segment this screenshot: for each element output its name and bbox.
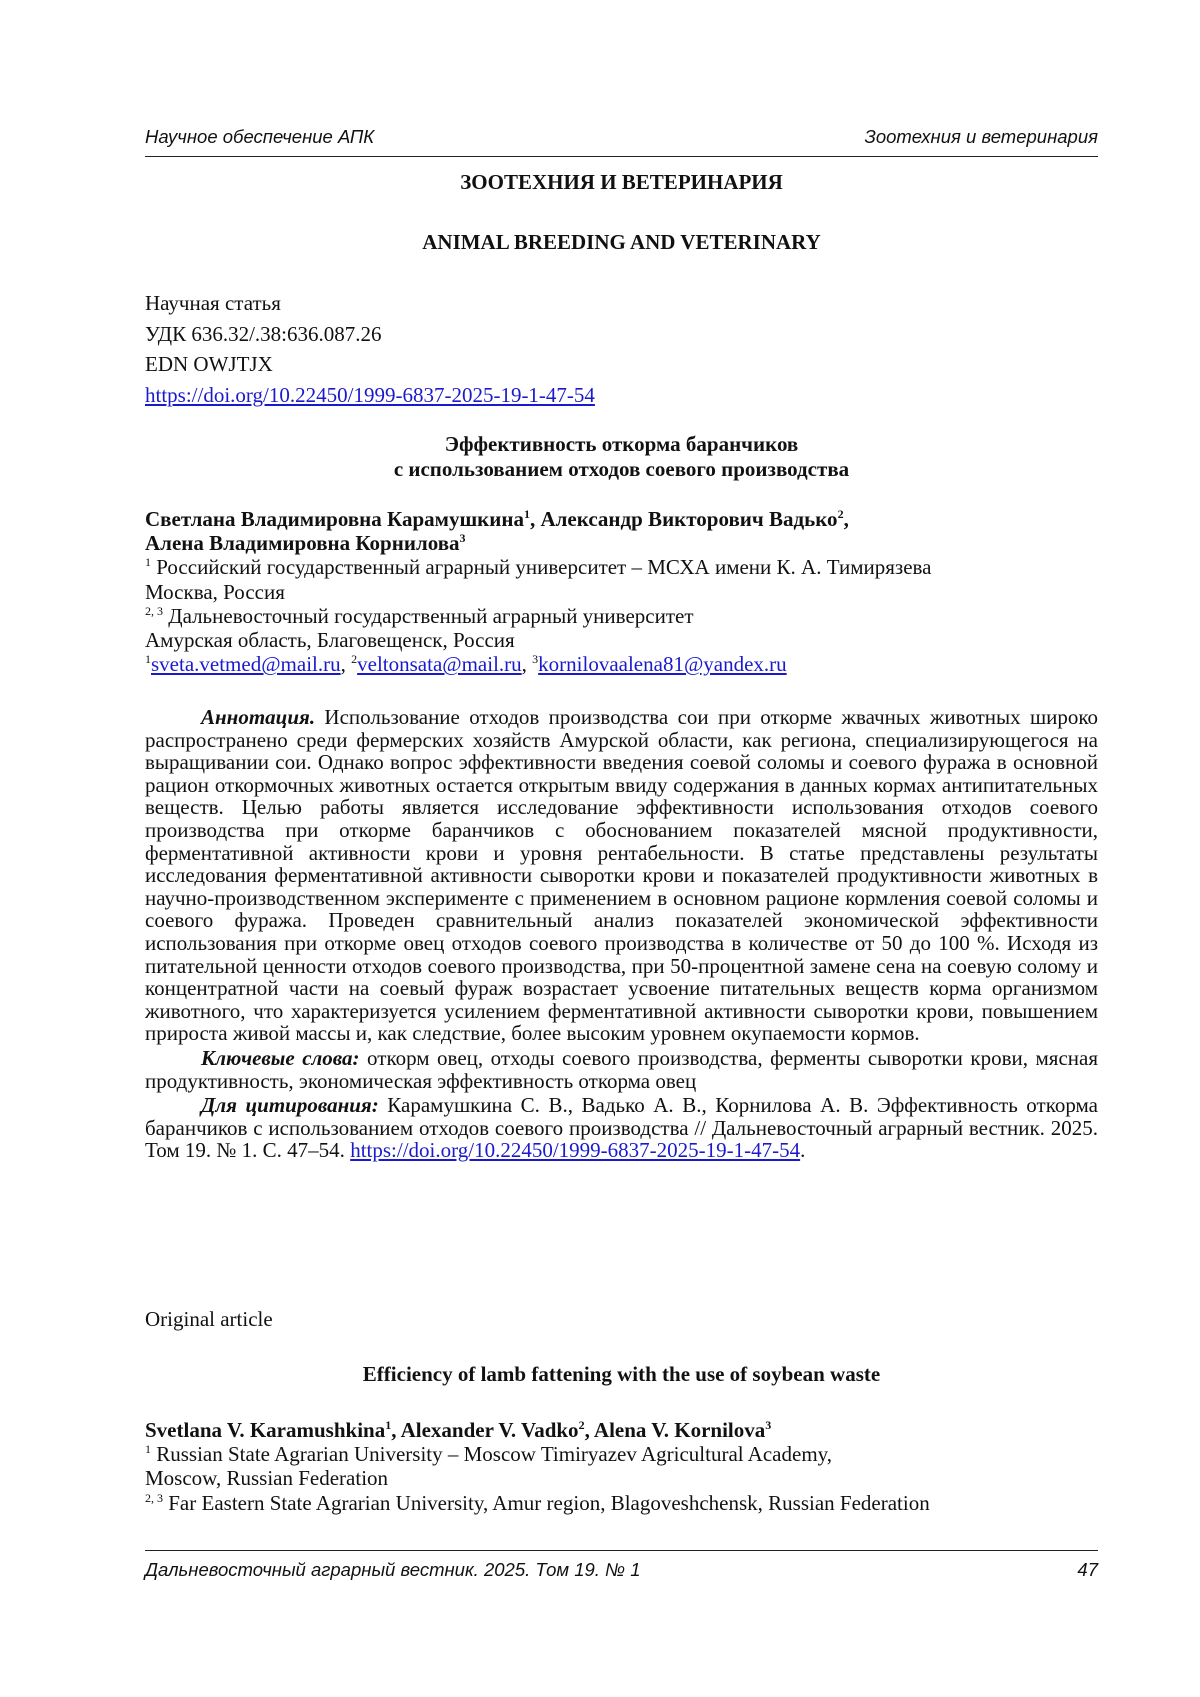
affiliation-1-city: Москва, Россия: [145, 579, 285, 604]
citation-label: Для цитирования:: [201, 1093, 379, 1118]
page-number: 47: [1077, 1559, 1098, 1580]
author-en-1-name: Svetlana V. Karamushkina: [145, 1418, 386, 1442]
affiliation-1: $^1$ Российский государственный аграрный университет – МСХА имени К. А. Тимирязева: [145, 555, 932, 580]
doi-link[interactable]: https://doi.org/10.22450/1999-6837-2025-19-1-47-54: [145, 382, 595, 407]
email-2-link[interactable]: veltonsata@mail.ru: [357, 652, 522, 677]
emails-line: $^1$sveta.vetmed@mail.ru, $^2$veltonsata@mail.ru, $^3$kornilovaalena81@yandex.ru: [145, 652, 787, 677]
footer-journal: Дальневосточный аграрный вестник. 2025. Том 19. № 1: [145, 1559, 641, 1580]
article-title-en: Efficiency of lamb fattening with the use of soybean waste: [362, 1362, 881, 1386]
author-en-2-name: Alexander V. Vadko: [400, 1418, 579, 1442]
article-title-ru-line2: с использованием отходов соевого производства: [393, 457, 850, 481]
authors-line1: Светлана Владимировна Карамушкина$^1$, Александр Викторович Вадько$^2$,: [145, 507, 849, 531]
udc-code: УДК 636.32/.38:636.087.26: [145, 321, 382, 346]
affiliation-2: $^{2, 3}$ Дальневосточный государственный аграрный университет: [145, 603, 694, 628]
author-en-3-name: Alena V. Kornilova: [593, 1418, 766, 1442]
email-1-link[interactable]: sveta.vetmed@mail.ru: [151, 652, 341, 677]
authors-block-en: [145, 1418, 1098, 1515]
article-meta: [145, 288, 595, 410]
author-3-name: Алена Владимировна Корнилова: [145, 531, 460, 556]
citation-doi-link[interactable]: https://doi.org/10.22450/1999-6837-2025-19-1-47-54: [350, 1138, 801, 1163]
article-title-ru-line1: Эффективность откорма баранчиков: [444, 432, 799, 456]
authors-en-line: Svetlana V. Karamushkina$^1$, Alexander V. Vadko$^2$, Alena V. Kornilova$^3$: [145, 1418, 772, 1442]
abstract-label: Аннотация.: [201, 705, 316, 729]
edn-code: EDN OWJTJX: [145, 352, 273, 376]
running-header-right: Зоотехния и ветеринария: [864, 126, 1098, 147]
page-footer: [145, 1550, 1098, 1581]
keywords-label: Ключевые слова:: [201, 1045, 360, 1070]
keywords-paragraph: [145, 1047, 1098, 1092]
author-1-name: Светлана Владимировна Карамушкина: [145, 507, 524, 531]
abstract-paragraph: [145, 706, 1098, 1045]
abstract-section: [145, 706, 1098, 1162]
authors-block-ru: [145, 507, 1098, 676]
citation-paragraph: Для цитирования: Карамушкина С. В., Вадько А. В., Корнилова А. В. Эффективность откорма баранчиков с использованием отходов соевого производства // Дальневосточный аграрный вестник. 2025. Том 19. № 1. С. 47–54. https://doi.org/10.22450/1999-6837-2025-19-1-47-54.: [145, 1093, 1098, 1163]
running-header-left: Научное обеспечение АПК: [145, 126, 375, 147]
email-3-link[interactable]: kornilovaalena81@yandex.ru: [538, 652, 787, 677]
article-type-en: Original article: [145, 1307, 273, 1331]
author-2-sup: 2: [837, 507, 844, 521]
article-title-ru: [145, 432, 1098, 482]
affiliation-en-2: $^{2, 3}$ Far Eastern State Agrarian University, Amur region, Blagoveshchensk, Russian Federation: [145, 1490, 930, 1515]
article-type: Научная статья: [145, 291, 281, 315]
citation-text: Карамушкина С. В., Вадько А. В., Корнилова А. В. Эффективность откорма баранчиков с использованием отходов соевого производства // Дальневосточный аграрный вестник. 2025. Том 19. № 1. С. 47–54.: [145, 1093, 1098, 1163]
authors-line2: [145, 531, 1098, 555]
author-3-sup: 3: [459, 531, 466, 546]
author-2-name: Александр Викторович Вадько: [540, 507, 838, 531]
affiliation-en-1-city: Moscow, Russian Federation: [145, 1466, 389, 1491]
affiliation-en-1: $^1$ Russian State Agrarian University – Moscow Timiryazev Agricultural Academy,: [145, 1442, 833, 1467]
author-1-sup: 1: [523, 507, 530, 521]
keywords-text: откорм овец, отходы соевого производства, ферменты сыворотки крови, мясная продуктивность, экономическая эффективность откорма овец: [145, 1045, 1098, 1093]
abstract-text: Использование отходов производства сои при откорме жвачных животных широко распространено среди фермерских хозяйств Амурской области, как региона, специализирующегося на выращивании сои. Однако вопрос эффективности введения соевой соломы и соевого фуража в основной рацион откормочных животных остается открытым ввиду содержания в данных кормах антипитательных веществ. Целью работы является исследование эффективности использования отходов соевого производства при откорме баранчиков с обоснованием показателей мясной продуктивности, ферментативной активности крови и уровня рентабельности. В статье представлены результаты исследования ферментативной активности сыворотки крови и показателей продуктивности животных в научно-производственном эксперименте с применением в основном рационе кормления соевой соломы и соевого фуража. Проведен сравнительный анализ показателей экономической эффективности использования при откорме овец отходов соевого производства в количестве от 50 до 100 %. Исходя из питательной ценности отходов соевого производства, при 50-процентной замене сена на соевую солому и концентратной части на соевый фураж возрастает усвоение питательных веществ корма организмом животного, что характеризуется усилением ферментативной активности сыворотки крови, повышением прироста живой массы и, как следствие, более высоким уровнем окупаемости кормов.: [145, 705, 1098, 1046]
section-title-ru: ЗООТЕХНИЯ И ВЕТЕРИНАРИЯ: [460, 170, 783, 194]
section-title-en: ANIMAL BREEDING AND VETERINARY: [422, 230, 821, 254]
affiliation-2-city: Амурская область, Благовещенск, Россия: [145, 628, 515, 653]
running-header: [145, 124, 1098, 157]
